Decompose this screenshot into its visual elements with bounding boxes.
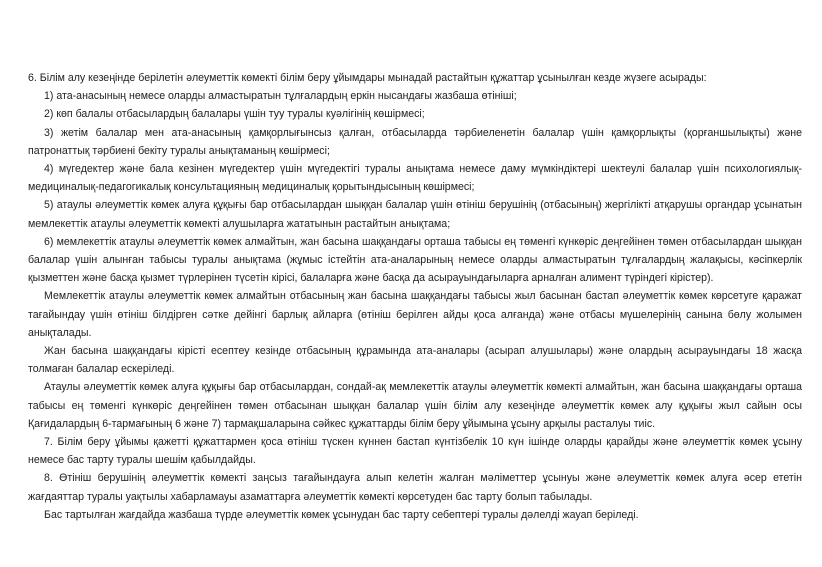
list-item-1: 1) ата-анасының немесе оларды алмастыратын тұлғалардың еркін нысандағы жазбаша өтініші; (44, 90, 517, 103)
paragraph-item-7: 7. Білім беру ұйымы қажетті құжаттармен қоса өтініш түскен күннен бастап күнтізбелік 10 күн ішінде оларды қарайды және әлеуметтік көмек ұсыну немесе бас тарту туралы шешім қабылдайды. (28, 436, 802, 467)
document-body (28, 69, 802, 524)
paragraph-item-8: 8. Өтініш берушінің әлеуметтік көмекті заңсыз тағайындауға алып келетін жалған мәліметтер ұсынуы және әлеуметтік көмек алуға әсер ететін жағдаяттар туралы уақтылы хабарламауы азаматтарға әлеуметтік көмекті көрсетуден бас тарту болып табылады. (28, 472, 802, 503)
list-item-5: 5) атаулы әлеуметтік көмек алуға құқығы бар отбасылардан шыққан балалар үшін өтініш берушінің (отбасының) жергілікті атқарушы органдар ұсынатын мемлекеттік атаулы әлеуметтік көмекті алушыларға жататынын растайтын анықтама; (28, 199, 802, 230)
list-item-2: 2) көп балалы отбасылардың балалары үшін туу туралы куәлігінің көшірмесі; (44, 108, 425, 121)
list-item-3: 3) жетім балалар мен ата-анасының қамқорлығынсыз қалған, отбасыларда тәрбиеленетін балалар үшін қамқорлықты (қорғаншылықты) және патронаттық тәрбиені бекіту туралы анықтаманың көшірмесі; (28, 126, 802, 157)
paragraph-family-composition: Жан басына шаққандағы кірісті есептеу кезінде отбасының құрамында ата-аналары (асырап алушылары) және олардың асырауындағы 18 жасқа толмаған балалар ескеріледі. (28, 345, 802, 376)
list-item-4: 4) мүгедектер және бала кезінен мүгедектер үшін мүгедектігі туралы анықтама немесе даму мүмкіндіктері шектеулі балалар үшін психологиялық-медициналық-педагогикалық консультацияның медициналық қорытындысының көшірмесі; (28, 163, 802, 194)
paragraph-intro: 6. Білім алу кезеңінде берілетін әлеуметтік көмекті білім беру ұйымдары мынадай растайтын құжаттар ұсынылған кезде жүзеге асырады: (28, 72, 707, 84)
paragraph-refusal: Бас тартылған жағдайда жазбаша түрде әлеуметтік көмек ұсынудан бас тарту себептері туралы дәлелді жауап беріледі. (44, 508, 639, 521)
paragraph-annual-confirmation: Атаулы әлеуметтік көмек алуға құқығы бар отбасылардан, сондай-ақ мемлекеттік атаулы әлеуметтік көмекті алмайтын, жан басына шаққандағы орташа табысы ең төменгі күнкөріс деңгейінен төмен отбасынан шыққан балалар үшін білім алу кезеңінде әлеуметтік көмек алу құқығы жыл сайын осы Қағидалардың 6-тармағының 6 және 7) тармақшаларына сәйкес құжаттарды білім беру ұйымына ұсыну арқылы расталуы тиіс. (28, 381, 802, 430)
paragraph-income-calculation: Мемлекеттік атаулы әлеуметтік көмек алмайтын отбасының жан басына шаққандағы табысы жыл басынан бастап әлеуметтік көмек көрсетуге қаражат тағайындау үшін өтініш білдірген сәтке дейінгі барлық айларға (өтініш берілген айды қоса алғанда) және отбасы мүшелерінің санына бөлу жолымен анықталады. (28, 290, 802, 339)
list-item-6: 6) мемлекеттік атаулы әлеуметтік көмек алмайтын, жан басына шаққандағы орташа табысы ең төменгі күнкөріс деңгейінен төмен отбасылардан шыққан балалар үшін алынған табысы туралы анықтама (жұмыс істейтін ата-аналарының немесе оларды алмастыратын тұлғалардың жалақысы, кәсіпкерлік қызметтен және басқа қызмет түрлерінен түсетін кірісі, балаларға және басқа да асырауындағыларға арналған алимент түріндегі кірістер). (28, 235, 802, 285)
